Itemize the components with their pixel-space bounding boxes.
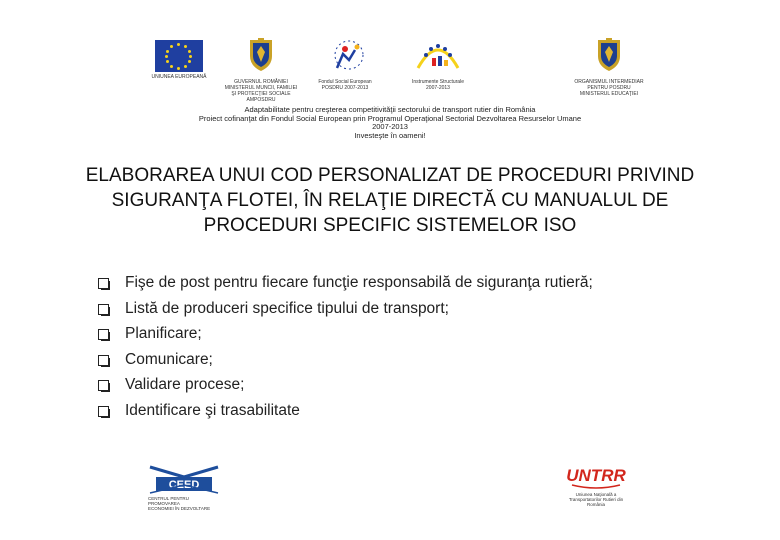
title-line-1: ELABORAREA UNUI COD PERSONALIZAT DE PROCEDURI PRIVIND [85,165,695,186]
ministry-caption-1: GUVERNUL ROMÂNIEI [234,79,288,85]
intermediate-caption-1: ORGANISMUL INTERMEDIAR [574,79,644,85]
structural-logo [383,30,493,91]
checkbox-bullet-icon [98,278,109,289]
eu-caption: UNIUNEA EUROPEANĂ [151,74,207,80]
untrr-caption-1: Uniunea Naţională a [575,492,617,497]
list-item [98,398,738,424]
romania-coat-of-arms-icon [247,38,275,72]
project-line-3: 2007-2013 [372,122,408,132]
checkbox-bullet-icon [98,406,109,417]
untrr-caption-2: Transportatorilor Rutieri din [568,497,624,502]
checkbox-bullet-icon [98,355,109,366]
logo-row [0,30,780,103]
ceed-name: CEED [168,479,200,491]
fse-caption-1: Fondul Social European [318,79,372,85]
list-item [98,321,738,347]
ministry-caption-2: MINISTERUL MUNCII, FAMILIEI [224,85,298,91]
untrr-caption [564,492,628,507]
page-title [40,163,740,238]
intermediate-logo [554,30,664,97]
structural-caption-1: Instrumente Structurale [412,79,464,85]
fse-logo-icon [323,38,367,72]
list-item [98,270,738,296]
ceed-caption-2: ECONOMIEI ÎN DEZVOLTARE [148,506,211,511]
ceed-logo [148,463,220,511]
eu-flag-icon [155,40,203,72]
list-item-text: Validare procese; [125,376,245,394]
ceed-caption-1: CENTRUL PENTRU PROMOVAREA [148,496,189,506]
ceed-caption [148,496,220,511]
romania-coat-of-arms-icon [595,38,623,72]
structural-caption-2: 2007-2013 [426,85,450,91]
list-item-text: Identificare şi trasabilitate [125,401,300,419]
title-line-2: SIGURANŢA FLOTEI, ÎN RELAŢIE DIRECTĂ CU MANUALUL DE [111,190,669,211]
list-item [98,296,738,322]
project-line-2: Proiect cofinanţat din Fondul Social European prin Programul Operaţional Sectorial Dezvoltarea Resurselor Umane [198,113,582,123]
list-item [98,372,738,398]
ministry-caption-3: ŞI PROTECŢIEI SOCIALE [231,91,291,97]
project-line-1: Adaptabilitate pentru creşterea competitivităţii sectorului de transport rutier din România [244,105,536,114]
structural-instruments-icon [412,38,464,72]
untrr-logo [564,461,628,513]
list-item [98,347,738,373]
project-line-4: Investeşte în oameni! [354,130,426,140]
intermediate-caption-3: MINISTERUL EDUCAŢIEI [579,91,639,97]
checkbox-bullet-icon [98,329,109,340]
fse-caption-2: POSDRU 2007-2013 [321,85,369,91]
title-line-3: PROCEDURI SPECIFIC SISTEMELOR ISO [203,215,577,236]
bullet-list [98,270,738,424]
list-item-text: Fişe de post pentru fiecare funcţie responsabilă de siguranţa rutieră; [125,274,593,291]
untrr-mark-icon [564,461,628,491]
ceed-mark-icon [148,463,220,495]
checkbox-bullet-icon [98,304,109,315]
ministry-caption-4: AMPOSDRU [246,97,276,103]
checkbox-bullet-icon [98,380,109,391]
untrr-caption-3: România [586,502,605,507]
list-item-text: Planificare; [125,325,202,343]
list-item-text: Listă de produceri specifice tipului de transport; [125,299,449,317]
untrr-name: UNTRR [566,466,626,485]
project-description [160,106,620,140]
intermediate-caption-2: PENTRU POSDRU [587,85,631,91]
list-item-text: Comunicare; [125,350,213,368]
